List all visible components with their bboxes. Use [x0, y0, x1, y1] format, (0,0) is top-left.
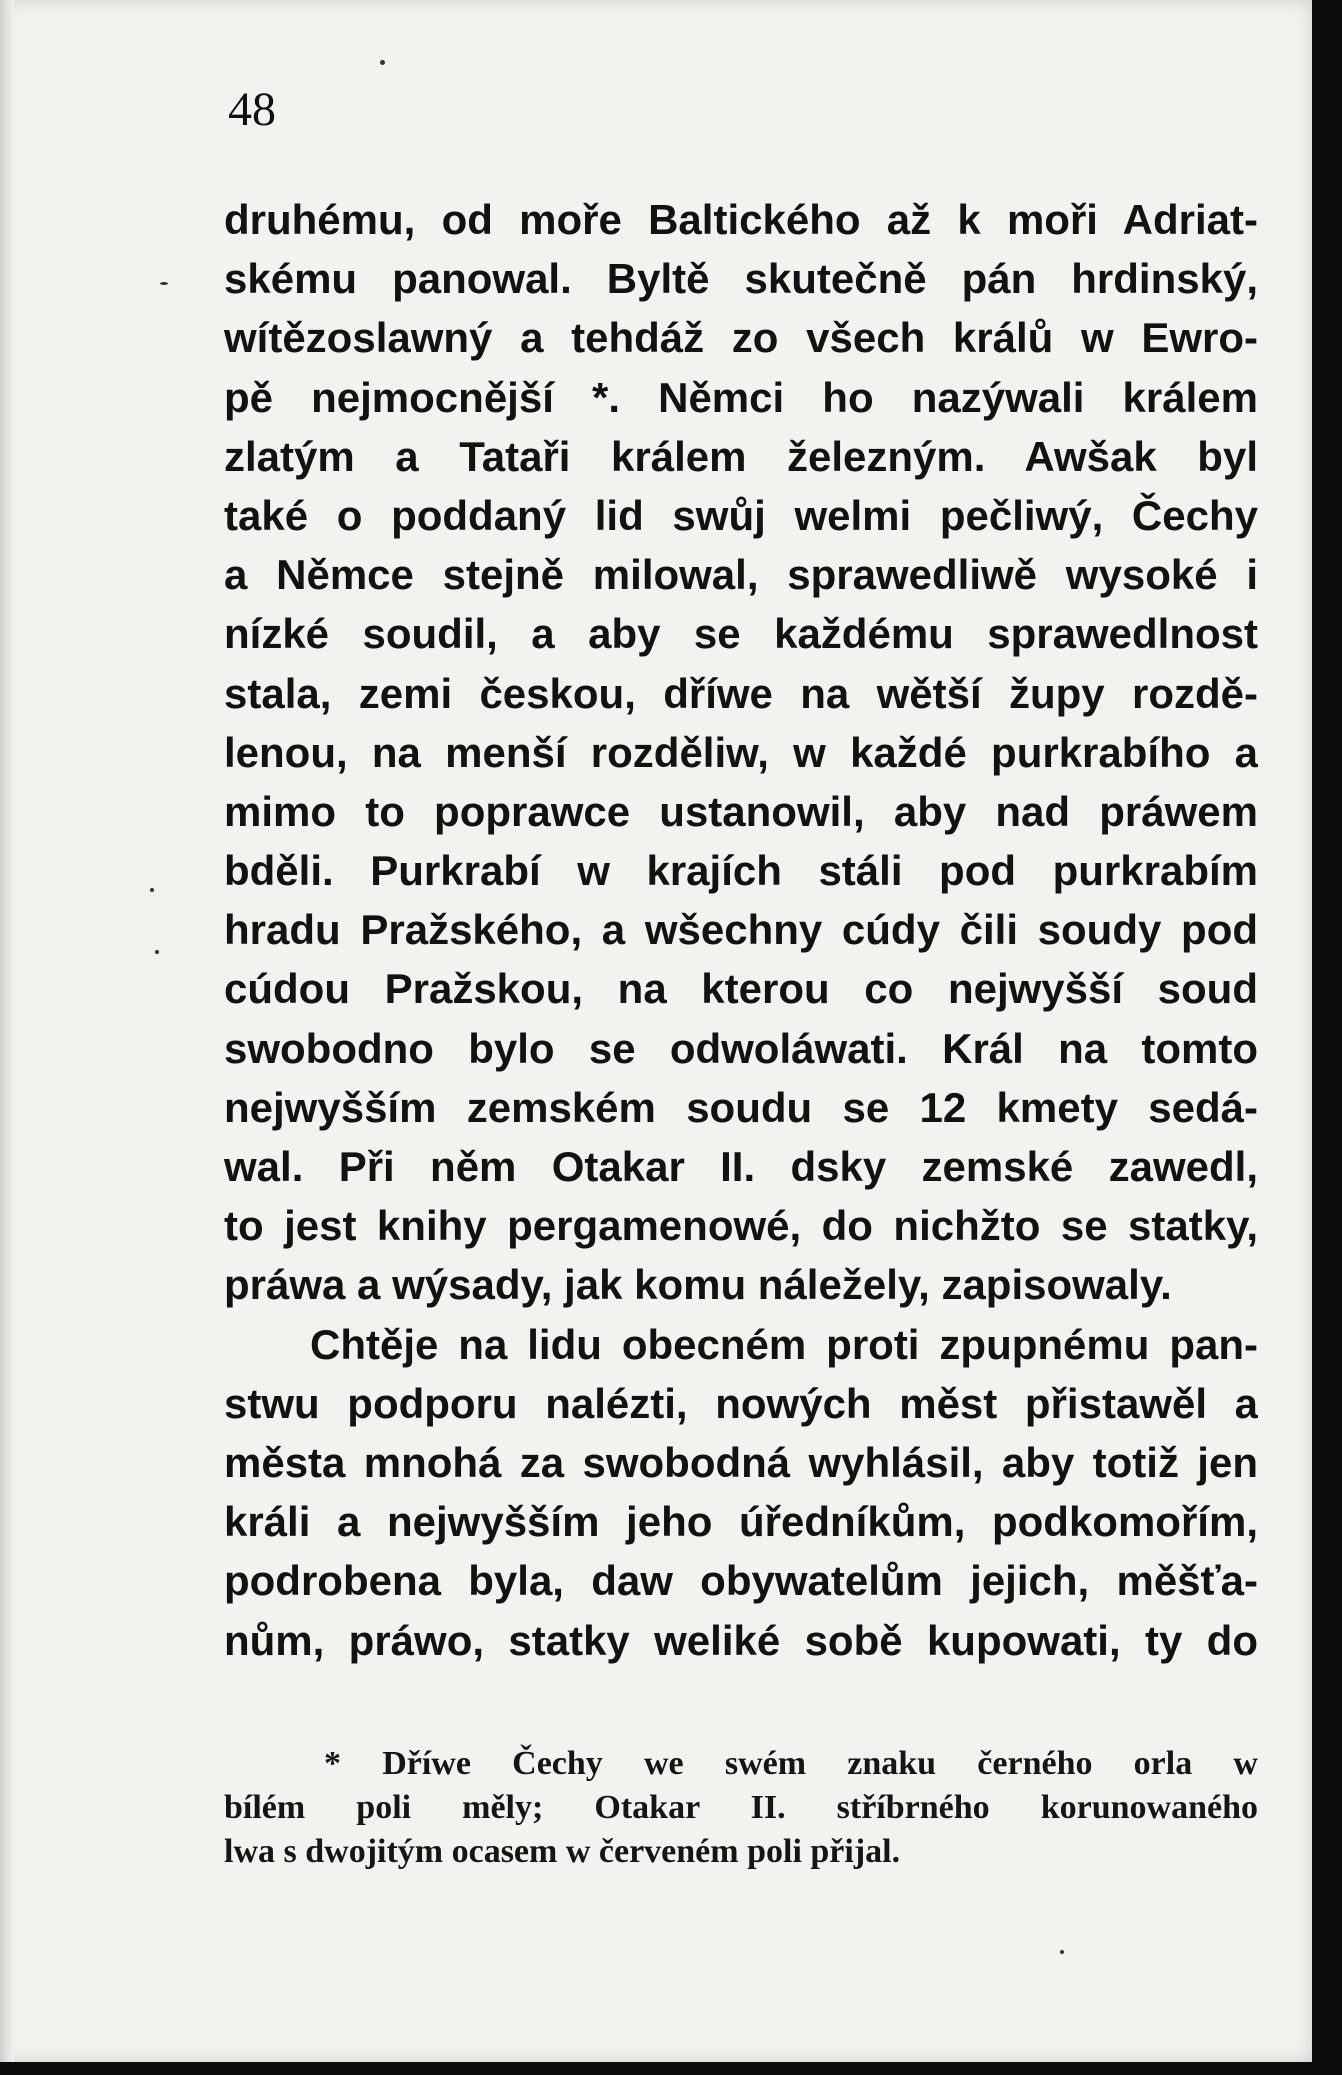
text-line: wal. Při něm Otakar II. dsky zemské zawedl,	[224, 1143, 1258, 1190]
page-edge-shadow	[0, 0, 14, 2062]
print-speck	[150, 888, 154, 892]
page-number: 48	[228, 83, 276, 136]
text-line: to jest knihy pergamenowé, do nichžto se statky,	[224, 1202, 1258, 1250]
body-text	[224, 190, 1258, 1670]
text-line: lenou, na menší rozděliw, w každé purkrabího a	[224, 728, 1258, 776]
text-line: Chtěje na lidu obecném proti zpupnému pan-	[310, 1320, 1258, 1368]
text-line: práwa a wýsady, jak komu náležely, zapisowaly.	[224, 1261, 1172, 1309]
text-line: nízké soudil, a aby se každému sprawedlnost	[224, 610, 1258, 658]
text-line: nům, práwo, statky weliké sobě kupowati, ty do	[224, 1616, 1258, 1664]
footnote	[224, 1742, 1258, 1874]
text-line: také o poddaný lid swůj welmi pečliwý, Čechy	[224, 491, 1258, 539]
footnote-line: lwa s dwojitým ocasem w červeném poli přijal.	[224, 1833, 901, 1870]
footnote-line: * Dříwe Čechy we swém znaku černého orla w	[324, 1745, 1258, 1782]
text-line: cúdou Pražskou, na kterou co nejwyšší soud	[224, 965, 1258, 1013]
footnote-line: bílém poli měly; Otakar II. stříbrného korunowaného	[224, 1789, 1258, 1826]
text-line: mimo to poprawce ustanowil, aby nad práwem	[224, 787, 1258, 835]
text-line: podrobena byla, daw obywatelům jejich, měšťa-	[224, 1557, 1258, 1605]
print-speck	[1060, 1950, 1064, 1954]
text-line: stwu podporu nalézti, nowých měst přistawěl a	[224, 1379, 1258, 1427]
print-speck	[380, 60, 385, 65]
text-line: zlatým a Tataři králem železným. Awšak byl	[224, 432, 1258, 480]
text-line: králi a nejwyšším jeho úředníkům, podkomořím,	[224, 1498, 1258, 1546]
text-line: druhému, od moře Baltického až k moři Adriat-	[224, 196, 1258, 243]
print-speck	[160, 282, 168, 285]
text-line: skému panowal. Byltě skutečně pán hrdinský,	[224, 255, 1258, 303]
text-line: nejwyšším zemském soudu se 12 kmety sedá-	[224, 1083, 1258, 1131]
text-line: stala, zemi českou, dříwe na wětší župy rozdě-	[224, 669, 1258, 717]
text-line: města mnohá za swobodná wyhlásil, aby totiž jen	[224, 1438, 1258, 1486]
print-speck	[155, 950, 159, 954]
text-line: hradu Pražského, a wšechny cúdy čili soudy pod	[224, 906, 1258, 954]
text-line: pě nejmocnější *. Němci ho nazýwali králem	[224, 373, 1258, 421]
text-line: a Němce stejně milowal, sprawedliwě wysoké i	[224, 551, 1258, 599]
text-line: swobodno bylo se odwoláwati. Král na tomto	[224, 1024, 1258, 1072]
text-line: wítězoslawný a tehdáž zo všech králů w Ewro-	[224, 314, 1258, 362]
text-line: bděli. Purkrabí w krajích stáli pod purkrabím	[224, 847, 1258, 895]
